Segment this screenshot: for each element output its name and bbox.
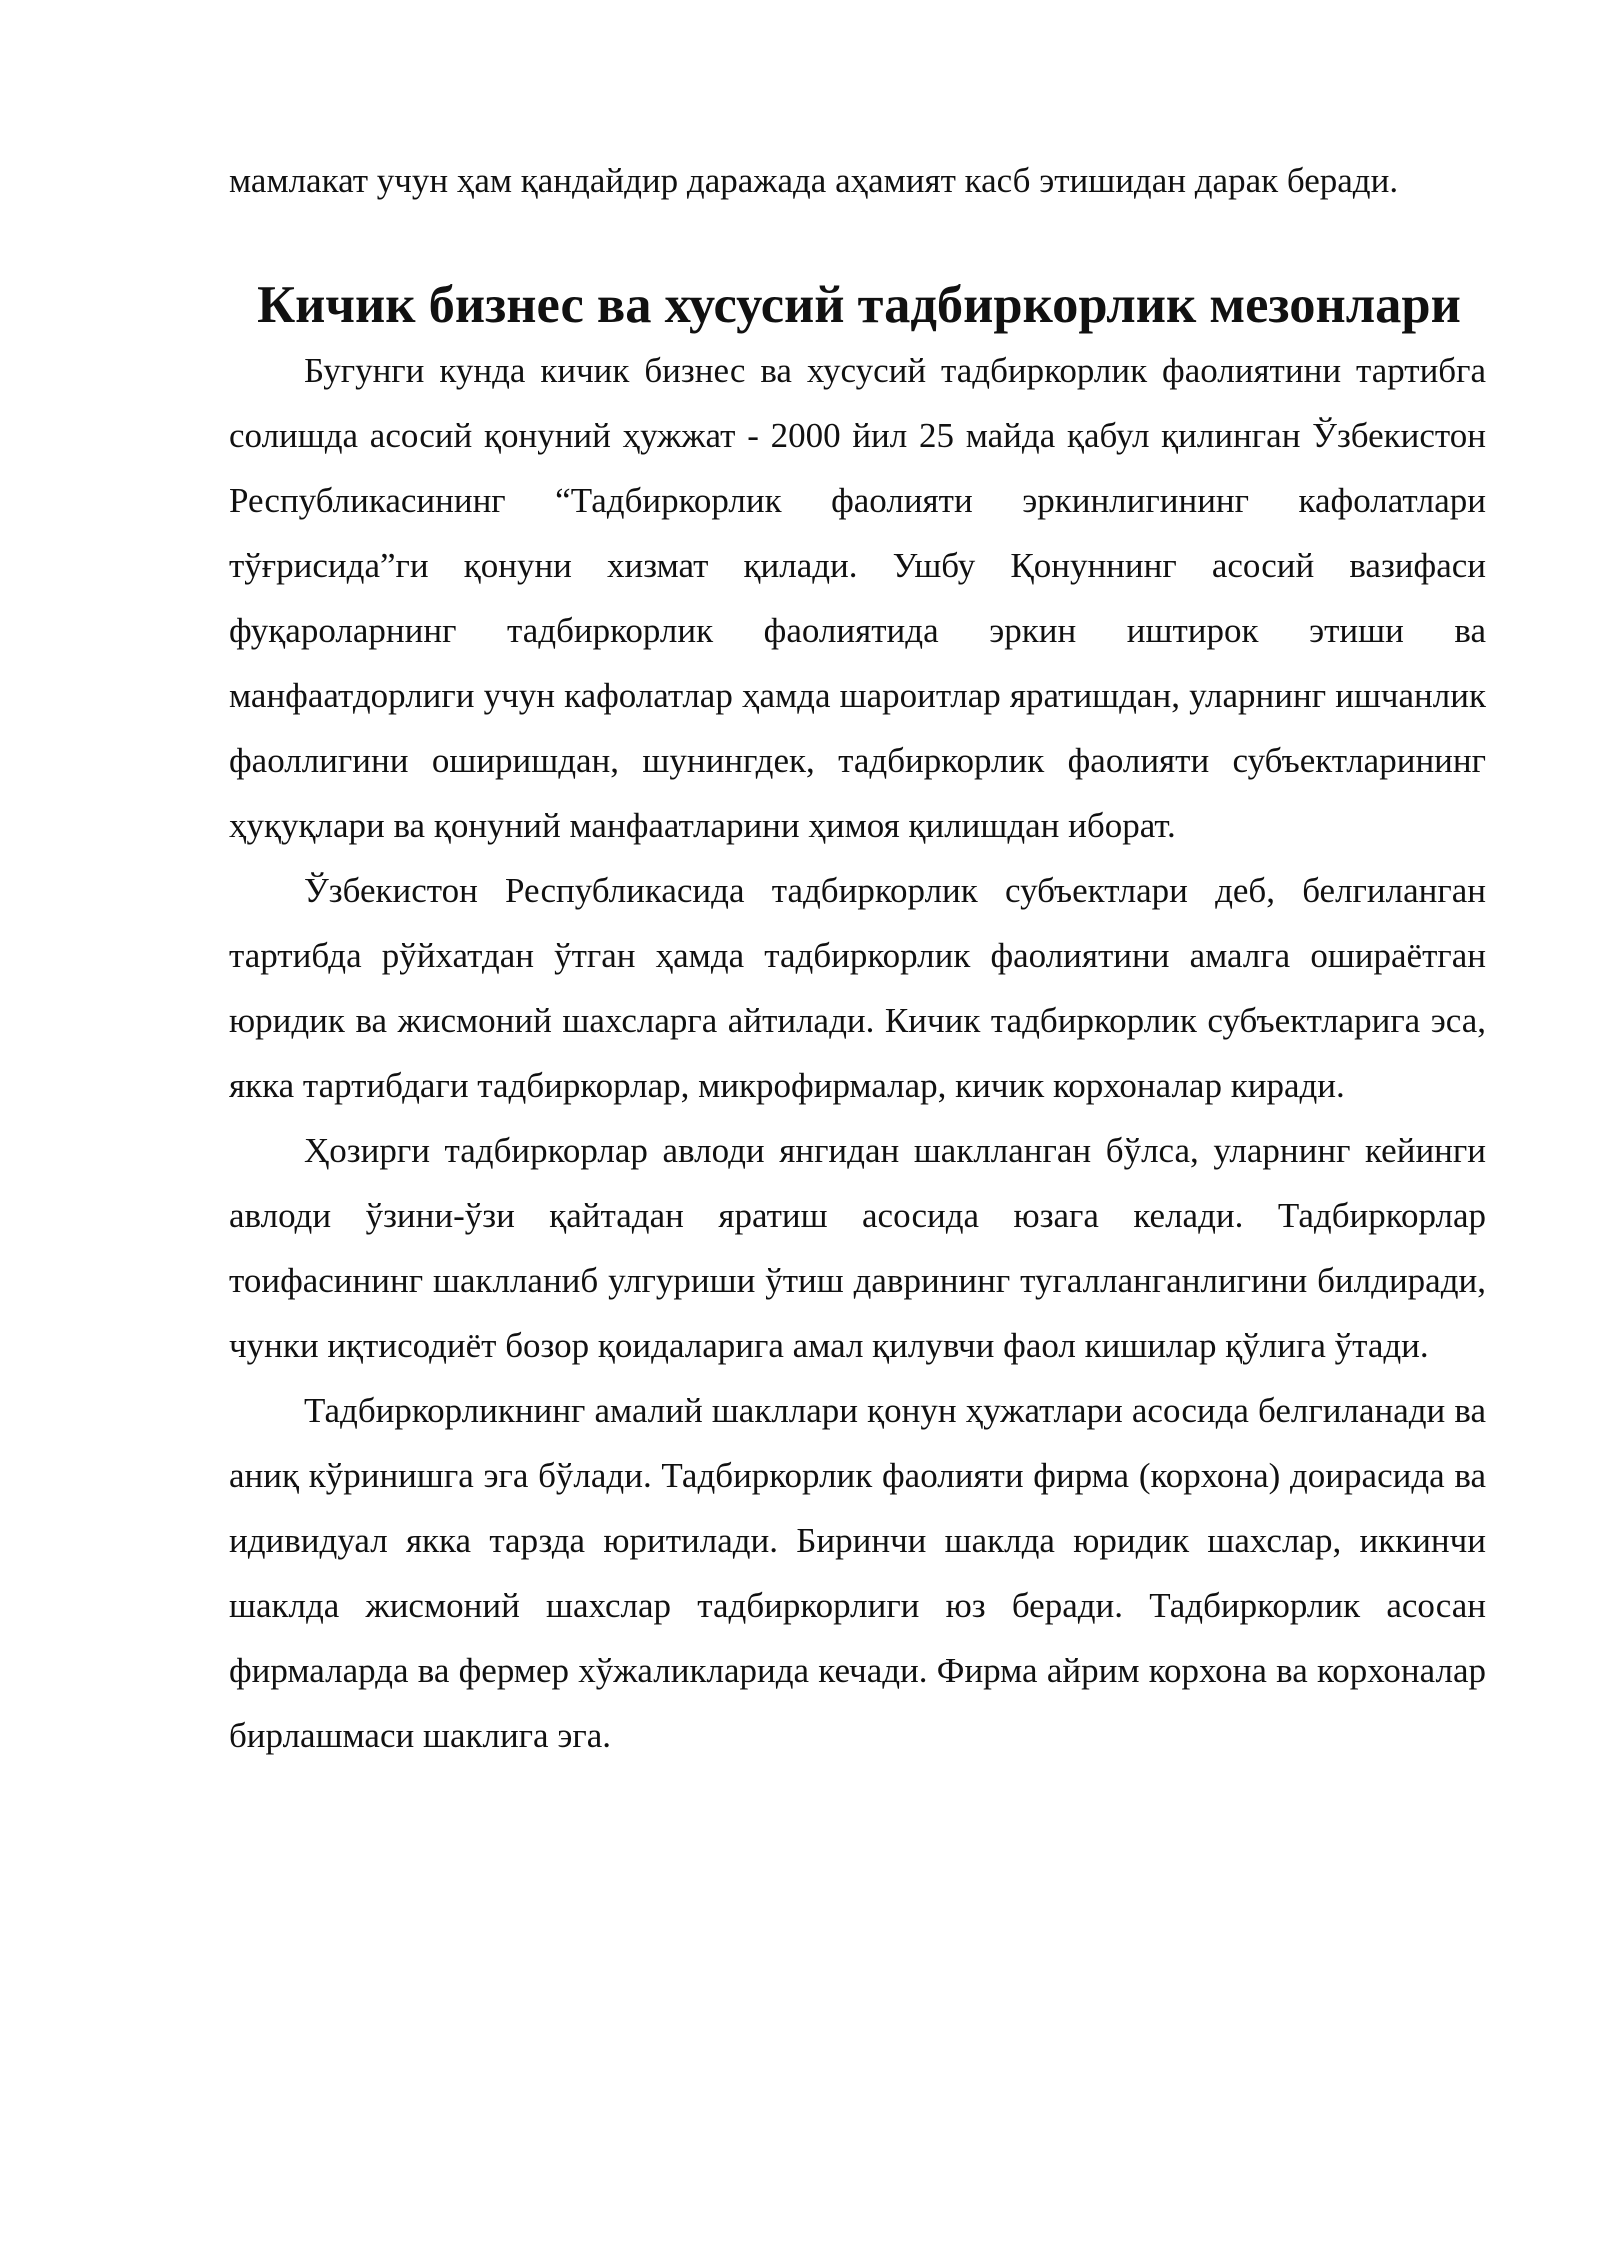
section-spacer [229,213,1486,273]
body-paragraph-2: Ўзбекистон Республикасида тадбиркорлик субъектлари деб, белгиланган тартибда рўйхатдан ўтган ҳамда тадбиркорлик фаолиятини амалга ошираётган юридик ва жисмоний шахсларга айтилади. Кичик тадбиркорлик субъектларига эса, якка тартибдаги тадбиркорлар, микрофирмалар, кичик корхоналар киради. [229,871,1486,1105]
section-heading: Кичик бизнес ва хусусий тадбиркорлик мезонлари [257,276,1461,334]
body-paragraph-3: Ҳозирги тадбиркорлар авлоди янгидан шаклланган бўлса, уларнинг кейинги авлоди ўзини-ўзи қайтадан яратиш асосида юзага келади. Тадбиркорлар тоифасининг шаклланиб улгуриши ўтиш даврининг тугалланганлигини билдиради, чунки иқтисодиёт бозор қоидаларига амал қилувчи фаол кишилар қўлига ўтади. [229,1131,1486,1365]
body-paragraph-4: Тадбиркорликнинг амалий шакллари қонун ҳужатлари асосида белгиланади ва аниқ кўринишга эга бўлади. Тадбиркорлик фаолияти фирма (корхона) доирасида ва идивидуал якка тарзда юритилади. Биринчи шаклда юридик шахслар, иккинчи шаклда жисмоний шахслар тадбиркорлиги юз беради. Тадбиркорлик асосан фирмаларда ва фермер хўжаликларида кечади. Фирма айрим корхона ва корхоналар бирлашмаси шаклига эга. [229,1391,1486,1755]
continuation-paragraph: мамлакат учун ҳам қандайдир даражада аҳамият касб этишидан дарак беради. [229,161,1399,200]
body-paragraph-1: Бугунги кунда кичик бизнес ва хусусий тадбиркорлик фаолиятини тартибга солишда асосий қонуний ҳужжат - 2000 йил 25 майда қабул қилинган Ўзбекистон Республикасининг “Тадбиркорлик фаолияти эркинлигининг кафолатлари тўғрисида”ги қонуни хизмат қилади. Ушбу Қонуннинг асосий вазифаси фуқароларнинг тадбиркорлик фаолиятида эркин иштирок этиши ва манфаатдорлиги учун кафолатлар ҳамда шароитлар яратишдан, уларнинг ишчанлик фаоллигини оширишдан, шунингдек, тадбиркорлик фаолияти субъектларининг ҳуқуқлари ва қонуний манфаатларини ҳимоя қилишдан иборат. [229,351,1486,845]
